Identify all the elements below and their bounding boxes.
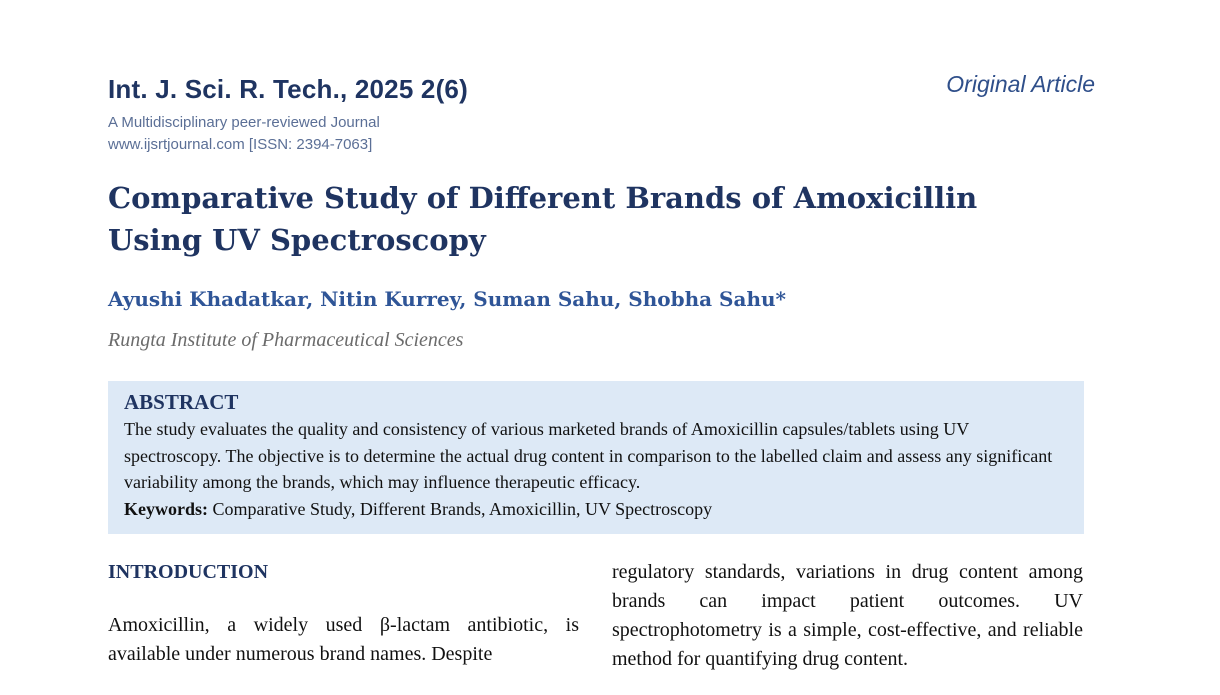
keywords-value: Comparative Study, Different Brands, Amoxicillin, UV Spectroscopy [208,498,713,519]
article-type-label: Original Article [946,71,1095,97]
journal-website[interactable]: www.ijsrtjournal.com [ISSN: 2394-7063] [108,136,373,153]
journal-subtitle: A Multidisciplinary peer-reviewed Journal [108,114,380,131]
introduction-text-right: regulatory standards, variations in drug content among brands can impact patient outcomes. UV spectrophotometry is a simple, cost-effective, and reliable method for quantifying drug content. [612,561,1083,670]
right-column [612,558,1083,674]
keywords-label: Keywords: [124,498,208,519]
journal-title: Int. J. Sci. R. Tech., 2025 2(6) [108,74,468,104]
author-affiliation: Rungta Institute of Pharmaceutical Sciences [108,329,464,351]
left-column [108,558,579,669]
keywords-line [124,496,1068,523]
abstract-box [108,381,1084,534]
abstract-text: The study evaluates the quality and consistency of various marketed brands of Amoxicillin capsules/tablets using UV spectroscopy. The objective is to determine the actual drug content in comparison to the labelled claim and assess any significant variability among the brands, which may influence therapeutic efficacy. [124,419,1053,492]
author-list: Ayushi Khadatkar, Nitin Kurrey, Suman Sahu, Shobha Sahu* [108,287,786,311]
introduction-heading: INTRODUCTION [108,561,269,583]
paper-title: Comparative Study of Different Brands of Amoxicillin Using UV Spectroscopy [108,181,978,257]
abstract-heading: ABSTRACT [124,390,239,414]
introduction-text-left: Amoxicillin, a widely used β-lactam antibiotic, is available under numerous brand names. Despite [108,614,579,665]
